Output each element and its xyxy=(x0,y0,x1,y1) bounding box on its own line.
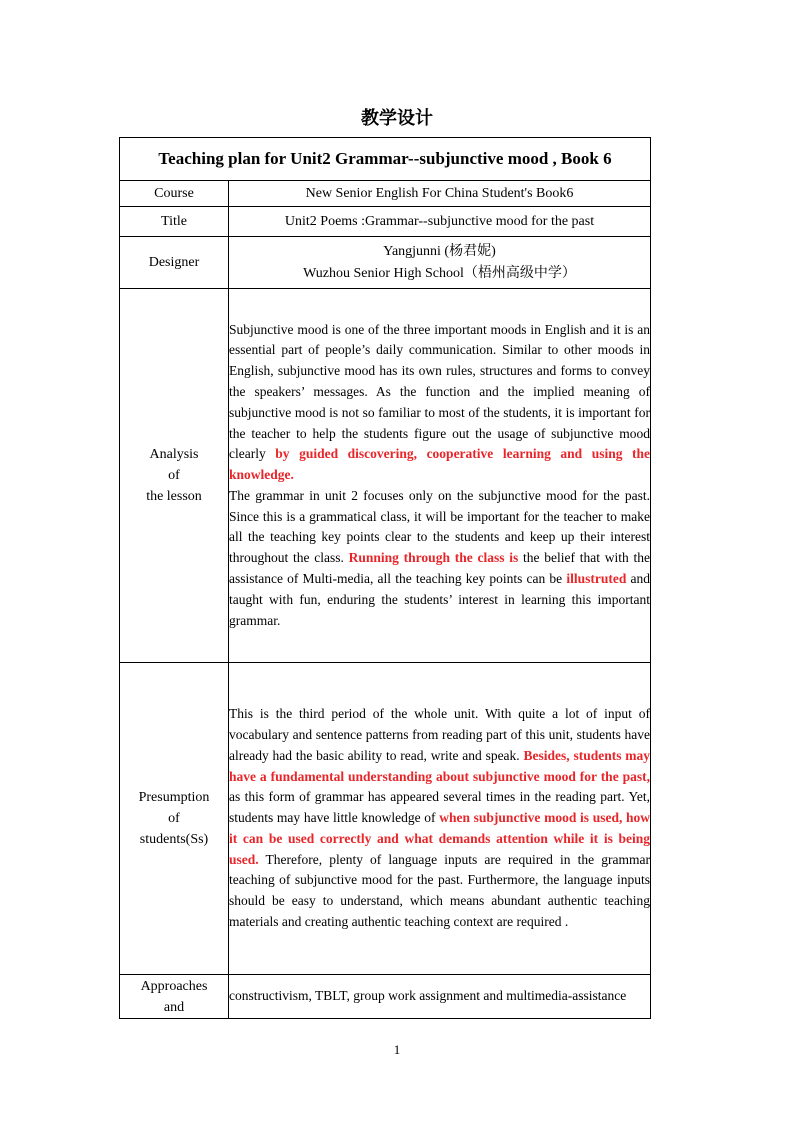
title-label: Title xyxy=(120,207,229,237)
course-row xyxy=(120,181,651,207)
header-row xyxy=(120,138,651,181)
approaches-label xyxy=(120,975,229,1019)
approaches-row xyxy=(120,975,651,1019)
presumption-label-line: of xyxy=(168,811,180,826)
analysis-p1-highlight: by guided discovering, cooperative learning and using the knowledge. xyxy=(229,446,650,483)
presumption-text xyxy=(229,663,651,975)
analysis-label-line: Analysis xyxy=(149,447,199,462)
presumption-label-line: students(Ss) xyxy=(139,832,209,847)
analysis-row xyxy=(120,289,651,663)
presumption-text-part: This is the third period of the whole unit. With quite a lot of input of vocabulary and sentence patterns from reading part of this unit, students have already had the basic ability to read, write and speak. xyxy=(229,706,650,763)
analysis-p2-text: the belief that with the assistance of Multi-media, all the teaching key points can be xyxy=(229,550,650,587)
analysis-p2-highlight: Running through the class is xyxy=(348,550,519,566)
page-number: 1 xyxy=(393,1042,401,1057)
analysis-p1-text: Subjunctive mood is one of the three important moods in English and it is an essential part of people’s daily communication. Similar to other moods in English, subjunctive mood has its own rules, structures and forms to convey the speakers’ messages. As the function and the implied meaning of subjunctive mood is not so familiar to most of the students, it is important for the teacher to help the students figure out the usage of subjunctive mood clearly xyxy=(229,321,650,462)
designer-row xyxy=(120,237,651,289)
presumption-paragraph xyxy=(229,704,650,933)
teaching-plan-table xyxy=(119,137,651,1019)
analysis-paragraph-2 xyxy=(229,486,650,632)
presumption-label-line: Presumption xyxy=(138,790,210,805)
course-label: Course xyxy=(120,181,229,207)
page-title: 教学设计 xyxy=(361,108,433,129)
presumption-label xyxy=(120,663,229,975)
analysis-p2-text: The grammar in unit 2 focuses only on the subjunctive mood for the past. Since this is a grammatical class, it will be important for the teacher to make all the teaching key points clear to the students and keep up their interest throughout the class. xyxy=(229,487,650,566)
presumption-text-part: as this form of grammar has appeared several times in the reading part. Yet, students may have little knowledge of xyxy=(229,789,650,826)
approaches-label-line: and xyxy=(163,999,185,1015)
presumption-row xyxy=(120,663,651,975)
title-value: Unit2 Poems :Grammar--subjunctive mood for the past xyxy=(229,207,651,237)
designer-label: Designer xyxy=(120,237,229,289)
designer-name: Yangjunni (杨君妮) xyxy=(383,243,496,259)
analysis-p2-highlight: illustruted xyxy=(566,571,627,587)
analysis-label xyxy=(120,289,229,663)
designer-school: Wuzhou Senior High School（梧州高级中学） xyxy=(303,265,576,281)
analysis-label-line: of xyxy=(168,468,180,483)
course-value: New Senior English For China Student's Book6 xyxy=(229,181,651,207)
approaches-label-line: Approaches xyxy=(140,978,208,994)
analysis-label-line: the lesson xyxy=(146,489,202,504)
presumption-highlight: when subjunctive mood is used, how it can be used correctly and what demands attention while it is being used. xyxy=(229,810,651,867)
approaches-text: constructivism, TBLT, group work assignment and multimedia-assistance xyxy=(229,975,651,1019)
designer-value xyxy=(229,237,651,289)
presumption-highlight: Besides, students may have a fundamental understanding about subjunctive mood for the past, xyxy=(229,747,651,784)
analysis-paragraph-1 xyxy=(229,320,650,486)
analysis-text xyxy=(229,289,651,663)
plan-header: Teaching plan for Unit2 Grammar--subjunctive mood , Book 6 xyxy=(120,138,651,181)
analysis-p2-text: and taught with fun, enduring the students’ interest in learning this important grammar. xyxy=(229,571,650,628)
presumption-text-part: Therefore, plenty of language inputs are required in the grammar teaching of subjunctive mood for the past. Furthermore, the language inputs should be easy to understand, which means abundant authentic teaching materials and creating authentic teaching context are required . xyxy=(229,851,650,930)
title-row xyxy=(120,207,651,237)
